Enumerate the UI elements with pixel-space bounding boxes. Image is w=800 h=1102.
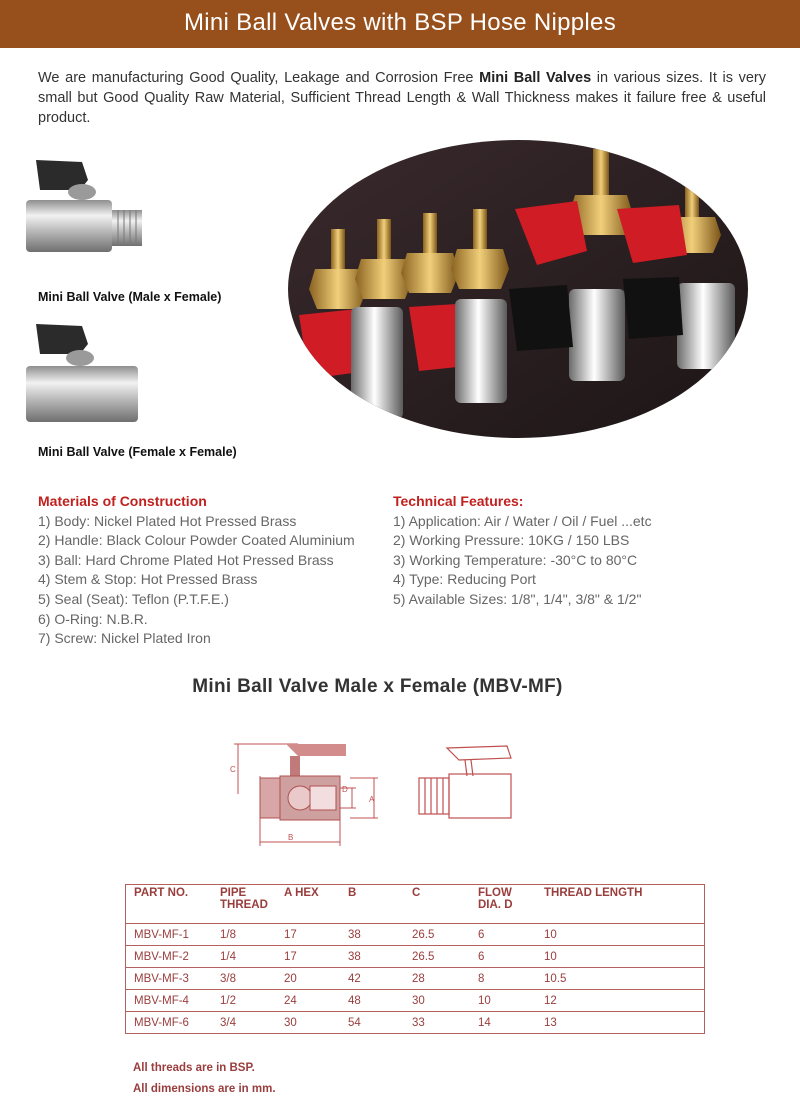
materials-item: 2) Handle: Black Colour Powder Coated Aluminium <box>38 532 355 549</box>
materials-item: 4) Stem & Stop: Hot Pressed Brass <box>38 571 258 588</box>
table-cell: 33 <box>404 1012 470 1034</box>
note-threads: All threads are in BSP. <box>133 1062 255 1074</box>
table-cell: 13 <box>536 1012 705 1034</box>
table-cell: MBV-MF-3 <box>126 968 213 990</box>
section-title: Mini Ball Valve Male x Female (MBV-MF) <box>192 676 563 697</box>
technical-item: 3) Working Temperature: -30°C to 80°C <box>393 551 638 568</box>
table-cell: MBV-MF-2 <box>126 946 213 968</box>
dim-label-a: A <box>369 795 375 804</box>
dimension-drawing <box>228 732 388 852</box>
technical-item: 2) Working Pressure: 10KG / 150 LBS <box>393 532 630 549</box>
col-header: B <box>340 885 404 924</box>
materials-item: 1) Body: Nickel Plated Hot Pressed Brass <box>38 512 297 529</box>
dim-label-d: D <box>342 785 348 794</box>
external-view-drawing <box>415 738 515 823</box>
table-row <box>126 968 705 990</box>
col-header: A HEX <box>276 885 340 924</box>
table-cell: 38 <box>340 946 404 968</box>
table-cell: 8 <box>470 968 536 990</box>
valves-product-photo <box>287 139 749 439</box>
materials-item: 5) Seal (Seat): Teflon (P.T.F.E.) <box>38 590 229 607</box>
table-cell: 42 <box>340 968 404 990</box>
table-cell: 20 <box>276 968 340 990</box>
table-cell: 10 <box>470 990 536 1012</box>
table-row <box>126 1012 705 1034</box>
materials-item: 3) Ball: Hard Chrome Plated Hot Pressed Brass <box>38 551 334 568</box>
page-header <box>0 0 800 48</box>
note-dimensions: All dimensions are in mm. <box>133 1083 276 1095</box>
col-header: FLOW DIA. D <box>470 885 536 924</box>
table-cell: 24 <box>276 990 340 1012</box>
intro-paragraph <box>38 68 766 128</box>
table-cell: 28 <box>404 968 470 990</box>
intro-text-start: We are manufacturing Good Quality, Leakage and Corrosion Free <box>38 70 480 86</box>
table-cell: 48 <box>340 990 404 1012</box>
table-cell: 14 <box>470 1012 536 1034</box>
table-cell: 17 <box>276 946 340 968</box>
caption-male-female: Mini Ball Valve (Male x Female) <box>38 290 222 304</box>
table-cell: MBV-MF-1 <box>126 924 213 946</box>
table-cell: MBV-MF-6 <box>126 1012 213 1034</box>
technical-item: 1) Application: Air / Water / Oil / Fuel ...etc <box>393 512 652 529</box>
table-cell: 3/4 <box>212 1012 276 1034</box>
table-header-row <box>126 885 705 924</box>
intro-text-end: in various sizes. It is very small but Good Quality Raw Material, Sufficient Thread Length & Wall Thickness makes it failure free & useful product. <box>38 70 766 126</box>
dim-label-c: C <box>230 765 236 774</box>
technical-item: 5) Available Sizes: 1/8", 1/4", 3/8" & 1/2" <box>393 590 642 607</box>
technical-item: 4) Type: Reducing Port <box>393 571 536 588</box>
technical-heading: Technical Features: <box>393 493 524 509</box>
technical-section <box>393 492 773 610</box>
materials-section <box>38 492 388 649</box>
table-cell: 10 <box>536 946 705 968</box>
materials-heading: Materials of Construction <box>38 493 207 509</box>
table-cell: 38 <box>340 924 404 946</box>
intro-bold-product: Mini Ball Valves <box>479 70 592 86</box>
table-cell: 6 <box>470 946 536 968</box>
valve-female-female-image <box>22 318 147 428</box>
col-header: PART NO. <box>126 885 213 924</box>
table-row <box>126 990 705 1012</box>
table-cell: 1/8 <box>212 924 276 946</box>
table-cell: 10.5 <box>536 968 705 990</box>
page-title: Mini Ball Valves with BSP Hose Nipples <box>183 9 617 36</box>
table-cell: 1/2 <box>212 990 276 1012</box>
materials-item: 7) Screw: Nickel Plated Iron <box>38 630 211 647</box>
dim-label-b: B <box>288 833 294 842</box>
table-cell: 1/4 <box>212 946 276 968</box>
table-cell: 30 <box>276 1012 340 1034</box>
col-header: C <box>404 885 470 924</box>
table-cell: 26.5 <box>404 924 470 946</box>
table-cell: 30 <box>404 990 470 1012</box>
caption-female-female: Mini Ball Valve (Female x Female) <box>38 445 237 459</box>
table-cell: 54 <box>340 1012 404 1034</box>
table-row <box>126 924 705 946</box>
table-cell: MBV-MF-4 <box>126 990 213 1012</box>
table-cell: 10 <box>536 924 705 946</box>
table-cell: 26.5 <box>404 946 470 968</box>
table-cell: 12 <box>536 990 705 1012</box>
table-cell: 3/8 <box>212 968 276 990</box>
col-header: PIPE THREAD <box>212 885 276 924</box>
table-cell: 17 <box>276 924 340 946</box>
spec-table <box>125 884 705 1034</box>
table-row <box>126 946 705 968</box>
table-cell: 6 <box>470 924 536 946</box>
col-header: THREAD LENGTH <box>536 885 705 924</box>
materials-item: 6) O-Ring: N.B.R. <box>38 610 148 627</box>
valve-male-female-image <box>22 150 147 260</box>
